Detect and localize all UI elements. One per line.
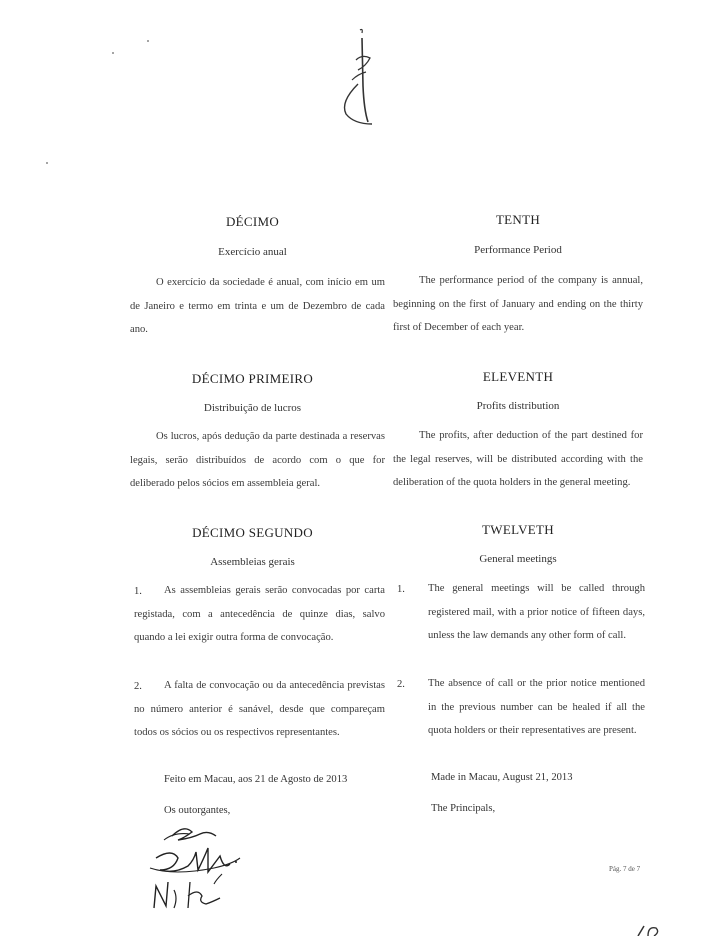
page-number: Pág. 7 de 7 <box>609 865 641 873</box>
signatories-label-pt: Os outorgantes, <box>164 805 231 816</box>
list-item-text-en: The general meetings will be called through registered mail, with a prior notice of fifteen days, unless the law demands any other form of call. <box>428 583 645 642</box>
section-body-en: The performance period of the company is annual, beginning on the first of January and ending on the thirty first of December of each year. <box>393 275 643 334</box>
section-subheading-en: General meetings <box>479 553 557 565</box>
section-subheading-pt: Exercício anual <box>218 246 287 258</box>
list-item-number-pt: 2. <box>134 681 142 692</box>
scan-speck <box>147 40 149 42</box>
section-subheading-en: Profits distribution <box>476 400 560 412</box>
scan-speck <box>112 52 114 54</box>
list-item-number-en: 1. <box>397 584 405 595</box>
place-date-en: Made in Macau, August 21, 2013 <box>431 772 573 783</box>
top-initials-mark <box>336 26 386 130</box>
section-heading-pt: DÉCIMO SEGUNDO <box>192 525 313 540</box>
list-item-text-en: The absence of call or the prior notice mentioned in the previous number can be healed if all the quota holders or their representatives are present. <box>428 678 645 737</box>
place-date-pt: Feito em Macau, aos 21 de Agosto de 2013 <box>164 774 348 785</box>
section-heading-pt: DÉCIMO <box>225 214 280 229</box>
section-heading-en: TENTH <box>495 212 541 227</box>
handwritten-signature <box>144 818 254 918</box>
list-item-text-pt: As assembleias gerais serão convocadas por carta registada, com a antecedência de quinze dias, salvo quando a lei exigir outra forma de convocação. <box>134 585 385 644</box>
section-subheading-pt: Distribuição de lucros <box>203 402 302 414</box>
section-body-pt: O exercício da sociedade é anual, com início em um de Janeiro e termo em trinta e um de Dezembro de cada ano. <box>130 277 385 336</box>
list-item-number-en: 2. <box>397 679 405 690</box>
section-body-pt: Os lucros, após dedução da parte destinada a reservas legais, serão distribuídos de acordo com o que for deliberado pelos sócios em assembleia geral. <box>130 431 385 490</box>
corner-handwritten-mark <box>634 922 664 936</box>
scan-speck <box>46 162 48 164</box>
section-subheading-pt: Assembleias gerais <box>210 556 295 568</box>
list-item-text-pt: A falta de convocação ou da antecedência previstas no número anterior é sanável, desde que compareçam todos os sócios ou os respectivos representantes. <box>134 680 385 739</box>
section-subheading-en: Performance Period <box>474 244 562 256</box>
section-heading-pt: DÉCIMO PRIMEIRO <box>191 371 314 386</box>
section-heading-en: ELEVENTH <box>482 369 554 384</box>
section-body-en: The profits, after deduction of the part destined for the legal reserves, will be distributed according with the deliberation of the quota holders in the general meeting. <box>393 430 643 489</box>
section-heading-en: TWELVETH <box>482 522 554 537</box>
list-item-number-pt: 1. <box>134 586 142 597</box>
signatories-label-en: The Principals, <box>431 803 496 814</box>
